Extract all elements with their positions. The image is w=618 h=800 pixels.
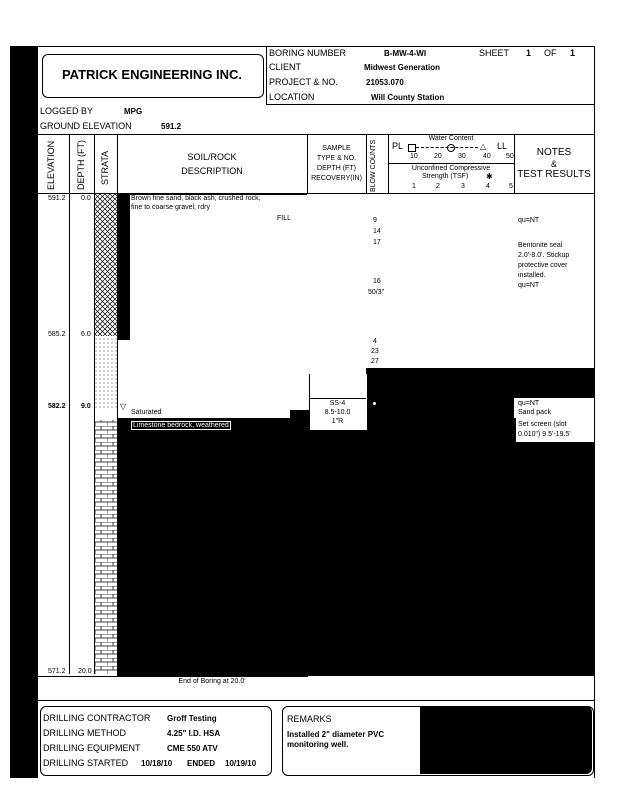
ucs-tick-5: 5 [509,183,513,190]
blow-count-8: 27 [371,358,379,365]
started-label: DRILLING STARTED [43,758,129,768]
header-divider [266,46,267,104]
col-sample-3: DEPTH (FT) [317,165,356,172]
log-bottom-2 [38,700,594,701]
sample-type: SS-4 [329,400,346,407]
wc-tick-10: 10 [410,153,418,160]
logged-by: MPG [124,107,143,116]
note-4: protective cover [518,262,568,269]
note-1: qu=NT [518,217,540,224]
col-sep-5 [366,134,367,193]
ended: 10/19/10 [225,759,257,768]
note-6: qu=NT [518,282,540,289]
blow-count-1: 9 [373,217,377,224]
wc-ucs-divider [388,163,514,164]
note-3: 2.0'-8.0'. Stickup [518,252,570,259]
ucs-label-2: Strength (TSF) [422,173,469,180]
ucs-star-icon: ✱ [486,172,493,181]
project-no: 21053.070 [366,78,404,87]
location: Will County Station [371,93,445,102]
contractor: Groff Testing [167,714,217,723]
water-content-title: Water Content [428,135,474,142]
desc-limestone: Limestone bedrock, weathered [133,422,229,429]
col-sample-4: RECOVERY(IN) [311,175,362,182]
blow-count-3: 17 [373,239,381,246]
ucs-tick-2: 2 [436,183,440,190]
header-rule [266,104,594,105]
redaction-block-right-upper [366,368,594,398]
water-level-icon: ▽ [120,402,127,411]
end-of-boring: End of Boring at 20.0' [178,678,246,685]
col-notes-2: & [550,159,557,169]
elev-585-2: 585.2 [48,331,66,338]
col-sep-1 [69,134,70,674]
wc-tick-40: 40 [483,153,491,160]
sheet-num: 1 [526,48,532,58]
equipment-label: DRILLING EQUIPMENT [43,743,141,753]
col-strata: STRATA [100,150,110,185]
client-label: CLIENT [269,62,302,72]
col-notes-1: NOTES [536,147,572,158]
redaction-wedge [290,410,310,420]
depth-20: 20.0 [78,668,92,675]
log-bottom [38,676,308,677]
col-sample-1: SAMPLE [322,145,351,152]
col-blow: BLOW COUNTS [370,139,377,192]
location-label: LOCATION [269,92,315,102]
redaction-block-notes [366,398,514,420]
col-soil-2: DESCRIPTION [181,166,243,176]
frame-top [38,46,594,47]
remarks-label: REMARKS [287,714,332,724]
blow-count-6: 4 [373,338,377,345]
ll-triangle-icon: △ [480,142,487,151]
wc-dash-line [416,147,478,148]
well-riser [117,340,118,420]
remarks-2: monitoring well. [287,740,349,749]
elev-571-2: 571.2 [48,668,66,675]
frame-right [594,46,595,778]
ll-label: LL [497,141,508,151]
limestone-brick [95,420,117,674]
ground-elev-label: GROUND ELEVATION [40,121,132,131]
sheet-label: SHEET [479,48,510,58]
sample-recovery: 1"R [331,418,344,425]
contractor-label: DRILLING CONTRACTOR [43,713,151,723]
elev-591-2: 591.2 [48,195,66,202]
blow-count-7: 23 [371,348,379,355]
ended-label: ENDED [187,759,216,768]
note-9: Set screen (slot [518,421,567,428]
desc-fill-1: Brown fine sand, black ash, crushed rock, [131,195,261,202]
blow-count-2: 14 [373,228,381,235]
note-5: installed. [518,272,546,279]
sample-rule [309,398,366,399]
ucs-tick-1: 1 [412,183,416,190]
redaction-block-main [117,418,594,676]
company-name: PATRICK ENGINEERING INC. [61,67,243,82]
col-notes-3: TEST RESULTS [517,169,591,180]
project-label: PROJECT & NO. [269,77,338,87]
equipment: CME 550 ATV [167,744,218,753]
note-7: qu=NT [518,400,540,407]
elev-582-2: 582.2 [48,403,66,410]
well-casing [117,194,130,340]
note-2: Bentonite seal [518,242,563,249]
blow-count-4: 16 [373,278,381,285]
sheet-total: 1 [570,48,576,58]
col-elevation: ELEVATION [46,140,56,190]
logged-by-label: LOGGED BY [40,106,94,116]
client: Midwest Generation [364,63,441,72]
method-label: DRILLING METHOD [43,728,127,738]
depth-9: 9.0 [81,403,91,410]
desc-saturated: Saturated [131,409,162,416]
blow-dot [373,402,376,405]
desc-fill-2: fine to coarse gravel, rdry [131,204,210,211]
wc-tick-30: 30 [458,153,466,160]
col-sep-4 [307,134,308,193]
scan-edge-left [10,46,38,778]
ucs-label-1: Unconfined Compressive [411,165,491,172]
wc-tick-50: 50 [506,153,514,160]
of-label: OF [544,48,557,58]
note-8: Sand pack [518,409,552,416]
pl-square-icon [408,144,416,152]
col-depth: DEPTH (FT) [76,140,86,190]
strata-column [95,194,117,674]
method: 4.25" I.D. HSA [167,729,221,738]
blow-count-5: 50/3" [368,289,385,296]
boring-number-label: BORING NUMBER [269,48,347,58]
note-10: 0.010") 9.5'-19.5' [518,431,571,438]
ucs-tick-3: 3 [461,183,465,190]
col-soil-1: SOIL/ROCK [187,152,237,162]
depth-6: 6.0 [81,331,91,338]
desc-fill-tag: FILL [277,215,292,222]
fill-hatch [95,194,117,336]
remarks-1: Installed 2" diameter PVC [287,730,385,739]
pl-label: PL [392,141,404,151]
ground-elev: 591.2 [161,122,182,131]
sample-depth: 8.5-10.0 [324,409,351,416]
wc-circle-icon [447,144,455,152]
remarks-redaction [420,706,592,774]
boring-number: B-MW-4-WI [384,49,427,58]
wc-tick-20: 20 [434,153,442,160]
col-sample-2: TYPE & NO. [316,155,357,162]
depth-0: 0.0 [81,195,91,202]
sand-dots [95,336,117,408]
started: 10/18/10 [141,759,173,768]
ucs-tick-4: 4 [486,183,490,190]
